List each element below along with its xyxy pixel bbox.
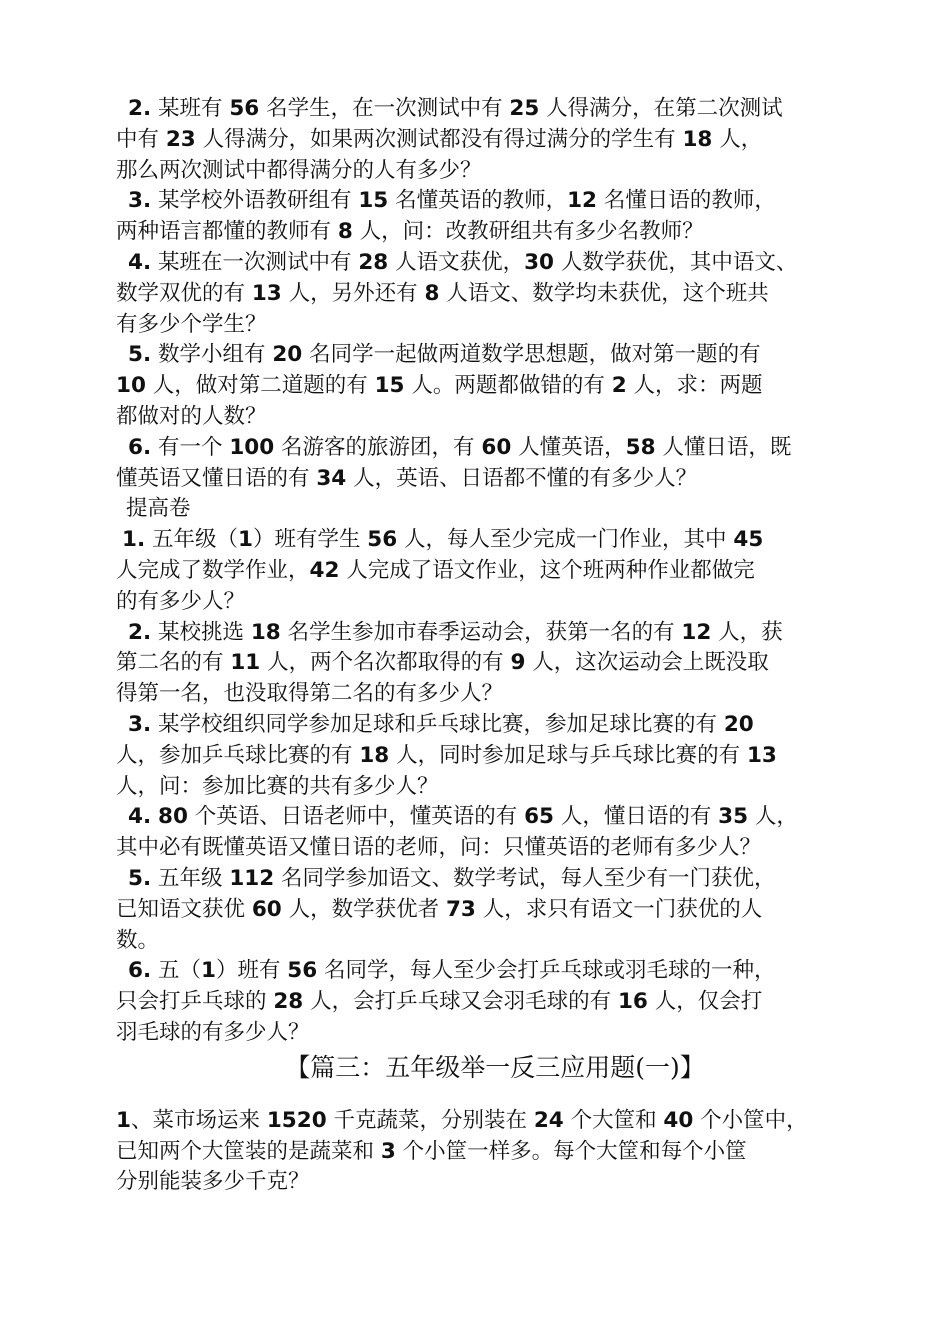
- problem-basic-3: [116, 186, 856, 248]
- document-page: [116, 94, 856, 1198]
- number: 1: [116, 1107, 131, 1133]
- text-line: 有多少个学生？: [116, 311, 267, 337]
- text-line: 6. 五（1）班有 56 名同学，每人至少会打乒乓球或羽毛球的一种，: [128, 958, 776, 984]
- chapter-heading: 【篇三：五年级举一反三应用题(一)】: [285, 1052, 705, 1082]
- text-line: 中有 23 人得满分，如果两次测试都没有得过满分的学生有 18 人，: [116, 126, 763, 152]
- number: 1520: [266, 1107, 327, 1133]
- number: 18: [682, 126, 713, 152]
- number: 3.: [128, 711, 152, 737]
- number: 73: [445, 896, 476, 922]
- number: 80: [157, 804, 188, 830]
- problem-advanced-6: [116, 956, 856, 1048]
- number: 18: [359, 742, 390, 768]
- number: 56: [367, 527, 398, 553]
- number: 112: [229, 865, 275, 891]
- text-line: 3. 某学校外语教研组有 15 名懂英语的教师，12 名懂日语的教师，: [128, 188, 776, 214]
- text-line: 3. 某学校组织同学参加足球和乒乓球比赛，参加足球比赛的有 20: [128, 711, 754, 737]
- number: 10: [116, 373, 146, 399]
- number: 58: [625, 434, 656, 460]
- text-line: 数学双优的有 13 人，另外还有 8 人语文、数学均未获优，这个班共: [116, 280, 769, 306]
- text-line: 4. 80 个英语、日语老师中，懂英语的有 65 人，懂日语的有 35 人，: [128, 804, 798, 830]
- number: 60: [251, 896, 282, 922]
- text-line: 都做对的人数？: [116, 403, 267, 429]
- text-line: 其中必有既懂英语又懂日语的老师，问：只懂英语的老师有多少人？: [116, 835, 762, 861]
- number: 28: [358, 249, 389, 275]
- number: 2: [611, 373, 627, 399]
- number: 1: [200, 958, 216, 984]
- number: 3: [380, 1138, 396, 1164]
- number: 25: [509, 96, 540, 121]
- problem-advanced-1: [116, 525, 856, 617]
- problem-basic-6: [116, 433, 856, 495]
- problem-advanced-2: [116, 618, 856, 710]
- text-line: 得第一名，也没取得第二名的有多少人？: [116, 681, 504, 707]
- number: 34: [316, 465, 347, 491]
- text-line: 那么两次测试中都得满分的人有多少？: [116, 157, 482, 183]
- number: 23: [165, 126, 196, 152]
- text-line: 人，问：参加比赛的共有多少人？: [116, 773, 439, 799]
- number: 42: [309, 557, 340, 583]
- number: 6.: [128, 958, 152, 984]
- text-line: 懂英语又懂日语的有 34 人，英语、日语都不懂的有多少人？: [116, 465, 698, 491]
- number: 1: [237, 527, 253, 553]
- text-line: 的有多少人？: [116, 588, 246, 614]
- problem-basic-4: [116, 248, 856, 340]
- number: 12: [567, 188, 597, 214]
- text-line: 已知语文获优 60 人，数学获优者 73 人，求只有语文一门获优的人: [116, 896, 763, 922]
- number: 18: [250, 619, 281, 645]
- number: 11: [230, 650, 261, 676]
- chapter-problem-1: [116, 1106, 856, 1198]
- text-line: 数。: [116, 927, 160, 953]
- number: 20: [272, 342, 303, 368]
- section-label-advanced: 提高卷: [126, 496, 191, 522]
- text-line: 两种语言都懂的教师有 8 人，问：改教研组共有多少名教师？: [116, 219, 704, 245]
- text-line: 2. 某班有 56 名学生，在一次测试中有 25 人得满分，在第二次测试: [128, 96, 783, 121]
- text-line: 人完成了数学作业，42 人完成了语文作业，这个班两种作业都做完: [116, 557, 755, 583]
- text-line: 第二名的有 11 人，两个名次都取得的有 9 人，这次运动会上既没取: [116, 650, 769, 676]
- text-line: 6. 有一个 100 名游客的旅游团，有 60 人懂英语，58 人懂日语，既: [128, 434, 792, 460]
- number: 24: [533, 1107, 564, 1133]
- problem-basic-2: [116, 94, 856, 186]
- text-line: 5. 五年级 112 名同学参加语文、数学考试，每人至少有一门获优，: [128, 865, 776, 891]
- number: 5.: [128, 342, 152, 368]
- number: 20: [723, 711, 754, 737]
- number: 2.: [128, 96, 152, 121]
- number: 45: [733, 527, 764, 553]
- number: 30: [524, 249, 554, 275]
- text-line: 5. 数学小组有 20 名同学一起做两道数学思想题，做对第一题的有: [128, 342, 761, 368]
- number: 15: [374, 373, 405, 399]
- text-line: 人，参加乒乓球比赛的有 18 人，同时参加足球与乒乓球比赛的有 13: [116, 742, 777, 768]
- problem-advanced-3: [116, 710, 856, 802]
- number: 100: [229, 434, 275, 460]
- number: 35: [718, 804, 749, 830]
- number: 40: [663, 1107, 694, 1133]
- text-line: 10 人，做对第二道题的有 15 人。两题都做错的有 2 人，求：两题: [116, 373, 763, 399]
- text-line: 4. 某班在一次测试中有 28 人语文获优，30 人数学获优，其中语文、: [128, 249, 798, 275]
- advanced-problems: [116, 525, 856, 1049]
- problem-advanced-5: [116, 864, 856, 956]
- number: 65: [524, 804, 554, 830]
- number: 16: [617, 989, 648, 1015]
- number: 28: [273, 989, 304, 1015]
- problem-basic-5: [116, 340, 856, 432]
- number: 4.: [128, 804, 152, 830]
- number: 9: [510, 650, 526, 676]
- number: 4.: [128, 249, 152, 275]
- text-line: 已知两个大筐装的是蔬菜和 3 个小筐一样多。每个大筐和每个小筐: [116, 1138, 747, 1164]
- number: 3.: [128, 188, 152, 214]
- number: 2.: [128, 619, 152, 645]
- number: 8: [424, 280, 440, 306]
- chapter-problems: [116, 1106, 856, 1198]
- text-line: 1、菜市场运来 1520 千克蔬菜，分别装在 24 个大筐和 40 个小筐中，: [116, 1107, 808, 1133]
- number: 56: [287, 958, 318, 984]
- text-line: 2. 某校挑选 18 名学生参加市春季运动会，获第一名的有 12 人，获: [128, 619, 783, 645]
- number: 15: [358, 188, 389, 214]
- text-line: 1. 五年级（1）班有学生 56 人，每人至少完成一门作业，其中 45: [122, 527, 764, 553]
- number: 13: [251, 280, 282, 306]
- basic-problems: [116, 94, 856, 494]
- text-line: 分别能装多少千克？: [116, 1169, 310, 1195]
- number: 5.: [128, 865, 152, 891]
- problem-advanced-4: [116, 802, 856, 864]
- number: 13: [746, 742, 777, 768]
- number: 8: [337, 219, 353, 245]
- number: 12: [681, 619, 712, 645]
- number: 56: [229, 96, 260, 121]
- number: 6.: [128, 434, 152, 460]
- number: 1.: [122, 527, 146, 553]
- text-line: 羽毛球的有多少人？: [116, 1019, 310, 1045]
- number: 60: [481, 434, 512, 460]
- text-line: 只会打乒乓球的 28 人，会打乒乓球又会羽毛球的有 16 人，仅会打: [116, 989, 763, 1015]
